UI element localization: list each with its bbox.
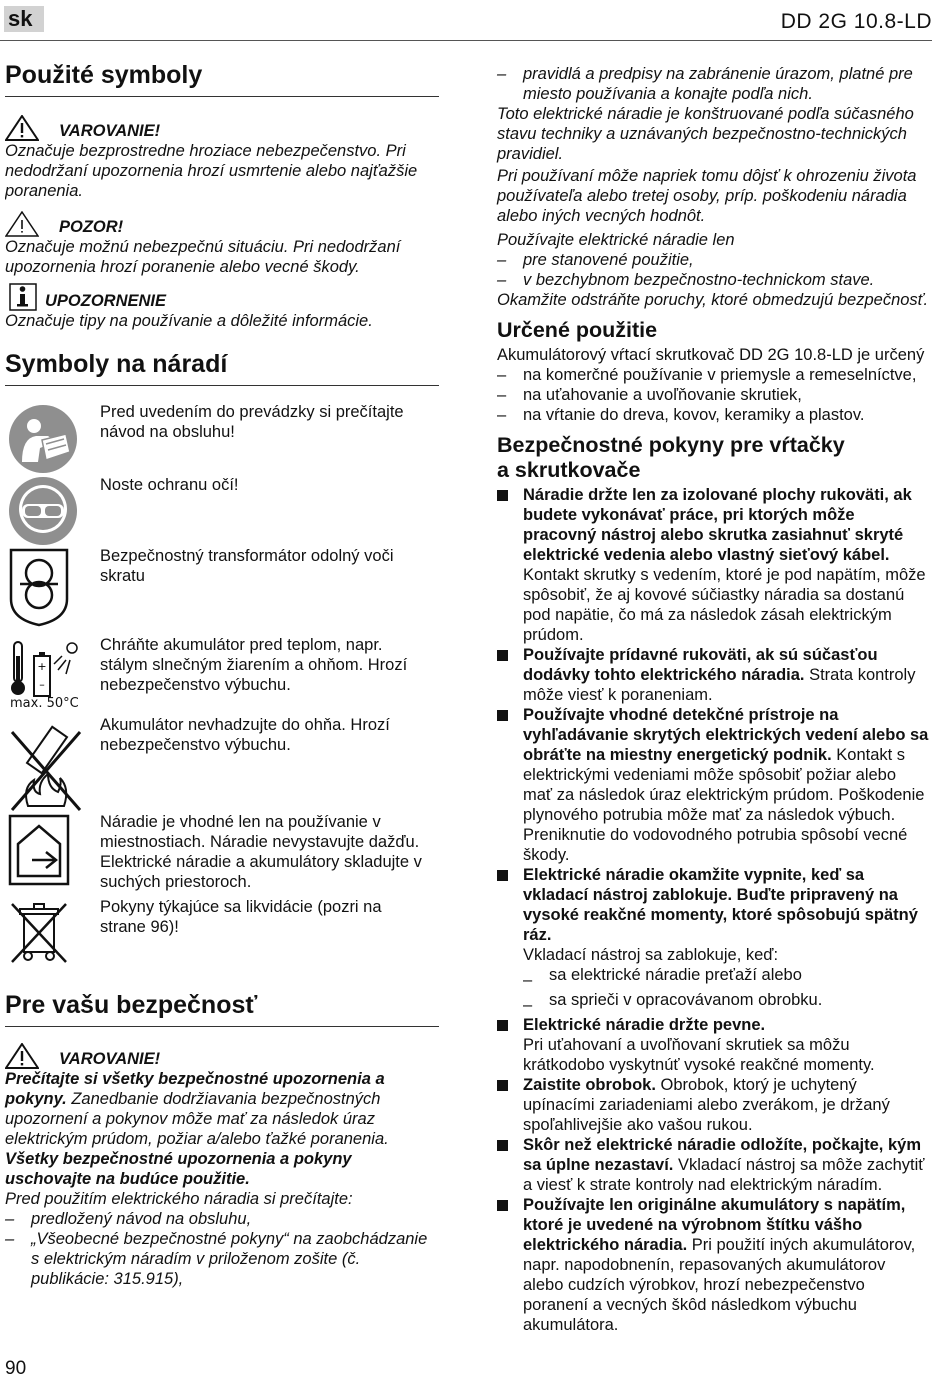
safety-text-1: Zanedbanie dodržiavania bezpečnostných upozornení a pokynov môže mať za následok úraz elektrickým prúdom, požiar a/alebo ťažké poranenia. xyxy=(5,1090,389,1148)
section-divider xyxy=(5,1026,439,1027)
symbol-text-no-fire: Akumulátor nevhadzujte do ohňa. Hrozí nebezpečenstvo výbuchu. xyxy=(100,716,390,754)
page-number: 90 xyxy=(5,1358,27,1379)
safety-warning-heading xyxy=(5,1043,439,1069)
svg-text:–: – xyxy=(39,678,45,691)
right-paragraph-3: Používajte elektrické náradie len xyxy=(497,231,735,249)
symbol-text-indoor: Náradie je vhodné len na používanie v miestnostiach. Náradie nevystavujte dažďu. Elektrické náradie a akumulátory skladujte v suchých priestoroch. xyxy=(100,813,422,891)
tool-symbols-title: Symboly na náradí xyxy=(5,350,228,378)
intended-use-title: Určené použitie xyxy=(497,318,658,342)
list-item: – predložený návod na obsluhu, xyxy=(5,1210,252,1228)
crossed-bin-icon xyxy=(8,900,70,966)
used-symbols-title: Použité symboly xyxy=(5,61,203,89)
safety-warning-label: VAROVANIE! xyxy=(59,1050,161,1068)
right-paragraph-2: Pri používaní môže napriek tomu dôjsť k ohrozeniu života používateľa alebo tretej osoby, príp. poškodeniu náradia alebo iných vecných hodnôt. xyxy=(497,167,917,225)
list-item: – na vŕtanie do dreva, kovov, keramiky a plastov. xyxy=(497,406,865,424)
safety-item: Elektrické náradie držte pevne. Pri uťahovaní a uvoľňovaní skrutiek sa môžu krátkodobo vyskytnúť vysoké reakčné momenty. xyxy=(497,1015,929,1075)
section-divider xyxy=(5,385,439,386)
note-text: Označuje tipy na používanie a dôležité informácie. xyxy=(5,312,373,330)
safety-item: Náradie držte len za izolované plochy rukoväti, ak budete vykonávať práce, pri ktorých môže pracovný nástroj alebo skrutka zasiahnuť skryté elektrické vedenia alebo vlastný sieťový kábel. Kontakt skrutky s vedením, ktoré je pod napätím, môže spôsobiť, že aj kovové súčiastky náradia sa dostanú pod napätie, čo má za následok zásah elektrickým prúdom. xyxy=(497,485,929,645)
safety-item: Zaistite obrobok. Obrobok, ktorý je uchytený upínacími zariadeniami alebo zverákom, je držaný spoľahlivejšie ako vašou rukou. xyxy=(497,1075,929,1135)
symbol-text-eye-protection: Noste ochranu očí! xyxy=(100,476,239,494)
safety-bold-2: Všetky bezpečnostné upozornenia a pokyny uschovajte na budúce použitie. xyxy=(5,1150,352,1188)
max-temp-label: max. 50°C xyxy=(10,696,79,711)
list-item: – v bezchybnom bezpečnostno-technickom stave. xyxy=(497,271,875,289)
safety-title: Pre vašu bezpečnosť xyxy=(5,991,258,1019)
header-divider xyxy=(0,40,932,41)
safety-item: Používajte prídavné rukoväti, ak sú súčasťou dodávky tohto elektrického náradia. Strata kontroly môže viesť k poraneniam. xyxy=(497,645,929,705)
left-column xyxy=(5,60,439,386)
info-icon xyxy=(9,283,37,311)
warning-heading xyxy=(5,115,439,141)
right-column xyxy=(497,64,929,1335)
safety-item: Skôr než elektrické náradie odložíte, počkajte, kým sa úplne nezastaví. Vkladací nástroj sa môže zachytiť a viesť k strate kontroly nad elektrickým náradím. xyxy=(497,1135,929,1195)
symbol-text-transformer: Bezpečnostný transformátor odolný voči skratu xyxy=(100,547,394,585)
caution-label: POZOR! xyxy=(59,218,124,236)
model-name: DD 2G 10.8-LD xyxy=(780,10,932,33)
note-heading xyxy=(5,283,439,311)
intended-use-intro: Akumulátorový vŕtací skrutkovač DD 2G 10.8-LD je určený xyxy=(497,346,925,364)
note-label: UPOZORNENIE xyxy=(45,292,167,310)
list-item: – na uťahovanie a uvoľňovanie skrutiek, xyxy=(497,386,802,404)
section-divider xyxy=(5,96,439,97)
safety-item: Používajte vhodné detekčné prístroje na vyhľadávanie skrytých elektrických vedení alebo sa obráťte na miestny energetický podnik. Kontakt s elektrickými vedeniami môže spôsobiť požiar alebo mať za následok úraz elektrickým prúdom. Poškodenie plynového potrubia môže mať za následok výbuch. Preniknutie do vodovodného potrubia spôsobí vecné škody. xyxy=(497,705,929,865)
sub-list-item: – sa elektrické náradie preťaží alebo xyxy=(523,966,802,989)
safety-item: Elektrické náradie okamžite vypnite, keď sa vkladací nástroj zablokuje. Buďte pripravený na vysoké reakčné momenty, ktoré spôsobujú spätný ráz. Vkladací nástroj sa zablokuje, keď: – sa elektrické náradie preťaží alebo – sa sprieči v opracovávanom obrobku. xyxy=(497,865,929,1015)
warning-label: VAROVANIE! xyxy=(59,122,161,140)
caution-triangle-icon xyxy=(5,211,39,237)
safety-read-before: Pred použitím elektrického náradia si prečítajte: xyxy=(5,1190,353,1208)
indoor-use-icon xyxy=(8,814,70,886)
svg-text:+: + xyxy=(37,660,47,673)
warning-triangle-icon xyxy=(5,115,39,141)
drill-safety-title: Bezpečnostné pokyny pre vŕtačky a skrutkovače xyxy=(497,433,845,482)
battery-heat-icon xyxy=(8,636,84,702)
symbol-text-read-manual: Pred uvedením do prevádzky si prečítajte návod na obsluhu! xyxy=(100,403,404,441)
eye-protection-icon xyxy=(8,476,78,546)
symbol-text-disposal: Pokyny týkajúce sa likvidácie (pozri na strane 96)! xyxy=(100,898,382,936)
caution-heading xyxy=(5,211,439,237)
warning-triangle-icon xyxy=(5,1043,39,1069)
warning-text: Označuje bezprostredne hroziace nebezpečenstvo. Pri nedodržaní upozornenia hrozí usmrtenie alebo najťažšie poranenia. xyxy=(5,142,418,200)
safety-paragraph xyxy=(5,1069,437,1189)
list-item: – „Všeobecné bezpečnostné pokyny“ na zaobchádzanie s elektrickým náradím v priloženom zošite (č. publikácie: 315.915), xyxy=(5,1230,428,1288)
safety-transformer-icon xyxy=(8,547,70,627)
sub-list-item: – sa sprieči v opracovávanom obrobku. xyxy=(523,991,823,1014)
safety-section xyxy=(5,990,439,1289)
read-manual-icon xyxy=(8,404,78,474)
no-fire-battery-icon xyxy=(8,722,84,814)
safety-bold-1: Prečítajte si všetky bezpečnostné upozornenia a pokyny. xyxy=(5,1070,385,1108)
right-paragraph-4: Okamžite odstráňte poruchy, ktoré obmedzujú bezpečnosť. xyxy=(497,291,929,309)
language-badge: sk xyxy=(4,6,44,32)
caution-text: Označuje možnú nebezpečnú situáciu. Pri nedodržaní upozornenia hrozí poranenie alebo vecné škody. xyxy=(5,238,401,276)
right-paragraph-1: Toto elektrické náradie je konštruované podľa súčasného stavu techniky a uznávaných bezpečnostno-technických pravidiel. xyxy=(497,105,914,163)
list-item: – pravidlá a predpisy na zabránenie úrazom, platné pre miesto používania a konajte podľa nich. xyxy=(497,65,913,103)
list-item: – na komerčné používanie v priemysle a remeselníctve, xyxy=(497,366,917,384)
safety-item: Používajte len originálne akumulátory s napätím, ktoré je uvedené na výrobnom štítku vášho elektrického náradia. Pri použití iných akumulátorov, napr. napodobnenín, repasovaných akumulátorov alebo cudzích výrobkov, hrozí nebezpečenstvo poranení a vecných škôd následkom výbuchu akumulátora. xyxy=(497,1195,929,1335)
symbol-text-battery-heat: Chráňte akumulátor pred teplom, napr. stálym slnečným žiarením a ohňom. Hrozí nebezpečenstvo výbuchu. xyxy=(100,636,408,694)
battery-heat-symbol xyxy=(8,636,84,716)
list-item: – pre stanovené použitie, xyxy=(497,251,694,269)
